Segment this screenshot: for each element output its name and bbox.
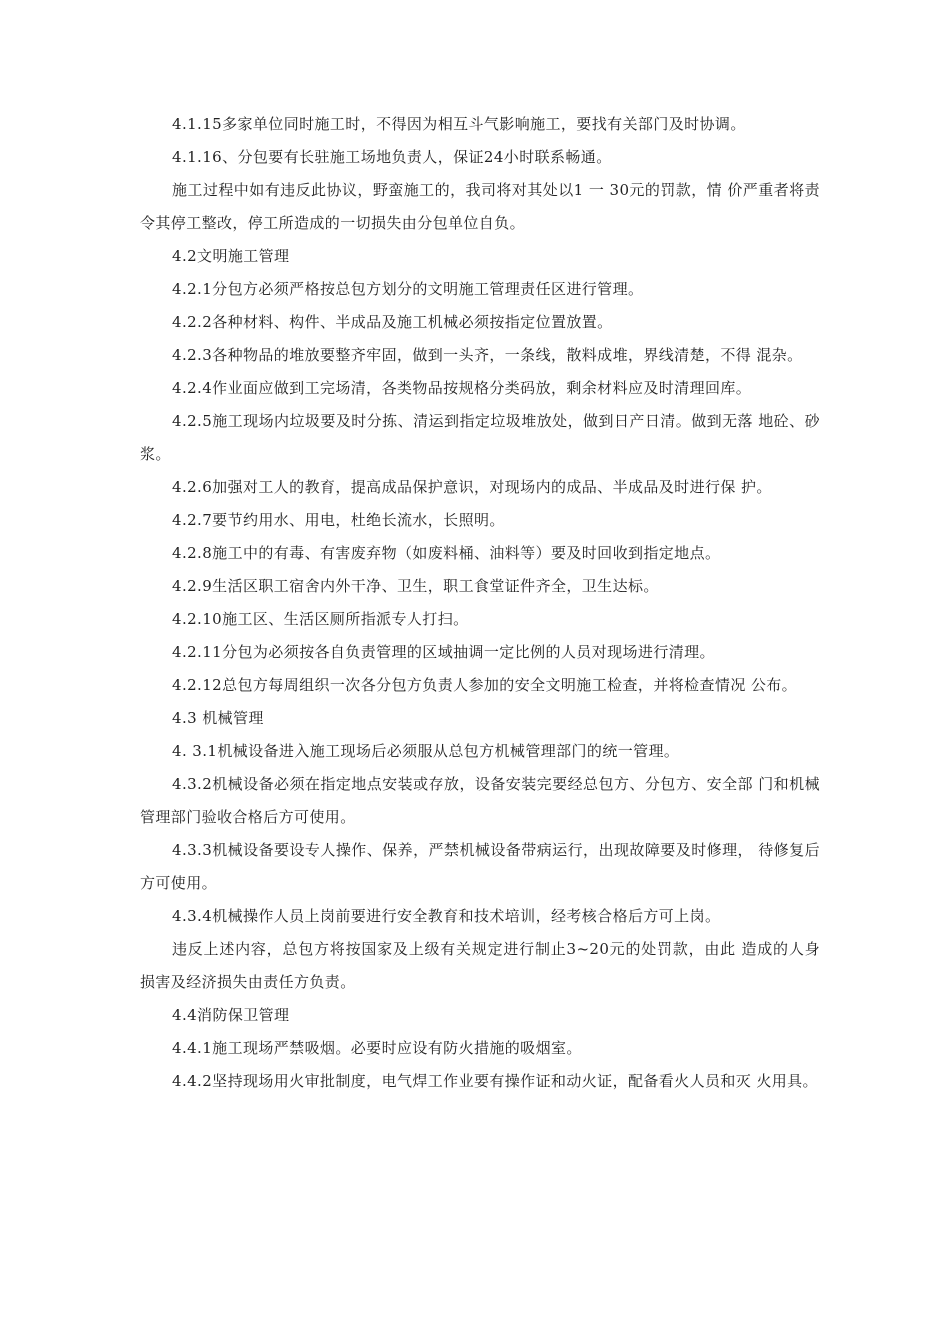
section-heading-4-4: 4.4消防保卫管理	[172, 1006, 290, 1024]
clause-4-2-12: 4.2.12总包方每周组织一次各分包方负责人参加的安全文明施工检查，并将检查情况 公布。	[172, 676, 798, 694]
clause-4-2-3: 4.2.3各种物品的堆放要整齐牢固，做到一头齐，一条线，散料成堆，界线清楚，不得 混杂。	[172, 346, 803, 364]
clause-4-2-9: 4.2.9生活区职工宿舍内外干净、卫生，职工食堂证件齐全，卫生达标。	[172, 577, 659, 595]
clause-4-3-1: 4. 3.1机械设备进入施工现场后必须服从总包方机械管理部门的统一管理。	[172, 742, 680, 760]
section-heading-4-2: 4.2文明施工管理	[172, 247, 290, 265]
clause-4-1-16: 4.1.16、分包要有长驻施工场地负责人，保证24小时联系畅通。	[172, 148, 612, 166]
clause-4-2-2: 4.2.2各种材料、构件、半成品及施工机械必须按指定位置放置。	[172, 313, 613, 331]
clause-4-2-10: 4.2.10施工区、生活区厕所指派专人打扫。	[172, 610, 469, 628]
clause-4-2-8: 4.2.8施工中的有毒、有害废弃物（如废料桶、油料等）要及时回收到指定地点。	[172, 544, 721, 562]
clause-4-3-4: 4.3.4机械操作人员上岗前要进行安全教育和技术培训，经考核合格后方可上岗。	[172, 907, 721, 925]
clause-4-3-3: 4.3.3机械设备要设专人操作、保养，严禁机械设备带病运行，出现故障要及时修理， 待修复后方可使用。	[140, 841, 820, 892]
clause-4-2-1: 4.2.1分包方必须严格按总包方划分的文明施工管理责任区进行管理。	[172, 280, 644, 298]
clause-4-2-11: 4.2.11分包为必须按各自负责管理的区域抽调一定比例的人员对现场进行清理。	[172, 643, 715, 661]
penalty-note-paragraph: 施工过程中如有违反此协议，野蛮施工的，我司将对其处以1 一 30元的罚款，情 价严重者将责令其停工整改，停工所造成的一切损失由分包单位自负。	[140, 181, 820, 232]
clause-4-2-5: 4.2.5施工现场内垃圾要及时分拣、清运到指定垃圾堆放处，做到日产日清。做到无落 地砼、砂浆。	[140, 412, 820, 463]
violation-penalty-paragraph: 违反上述内容，总包方将按国家及上级有关规定进行制止3~20元的处罚款，由此 造成的人身损害及经济损失由责任方负责。	[140, 940, 820, 991]
document-body	[140, 108, 820, 1098]
clause-4-1-15: 4.1.15多家单位同时施工时，不得因为相互斗气影响施工，要找有关部门及时协调。	[172, 115, 746, 133]
clause-4-4-1: 4.4.1施工现场严禁吸烟。必要时应设有防火措施的吸烟室。	[172, 1039, 582, 1057]
section-heading-4-3: 4.3 机械管理	[172, 709, 264, 727]
clause-4-2-6: 4.2.6加强对工人的教育，提高成品保护意识，对现场内的成品、半成品及时进行保 护。	[172, 478, 772, 496]
clause-4-4-2: 4.4.2坚持现场用火审批制度，电气焊工作业要有操作证和动火证，配备看火人员和灭 火用具。	[172, 1072, 818, 1090]
clause-4-2-4: 4.2.4作业面应做到工完场清，各类物品按规格分类码放，剩余材料应及时清理回库。	[172, 379, 752, 397]
clause-4-2-7: 4.2.7要节约用水、用电，杜绝长流水，长照明。	[172, 511, 505, 529]
clause-4-3-2: 4.3.2机械设备必须在指定地点安装或存放，设备安装完要经总包方、分包方、安全部 门和机械管理部门验收合格后方可使用。	[140, 775, 820, 826]
